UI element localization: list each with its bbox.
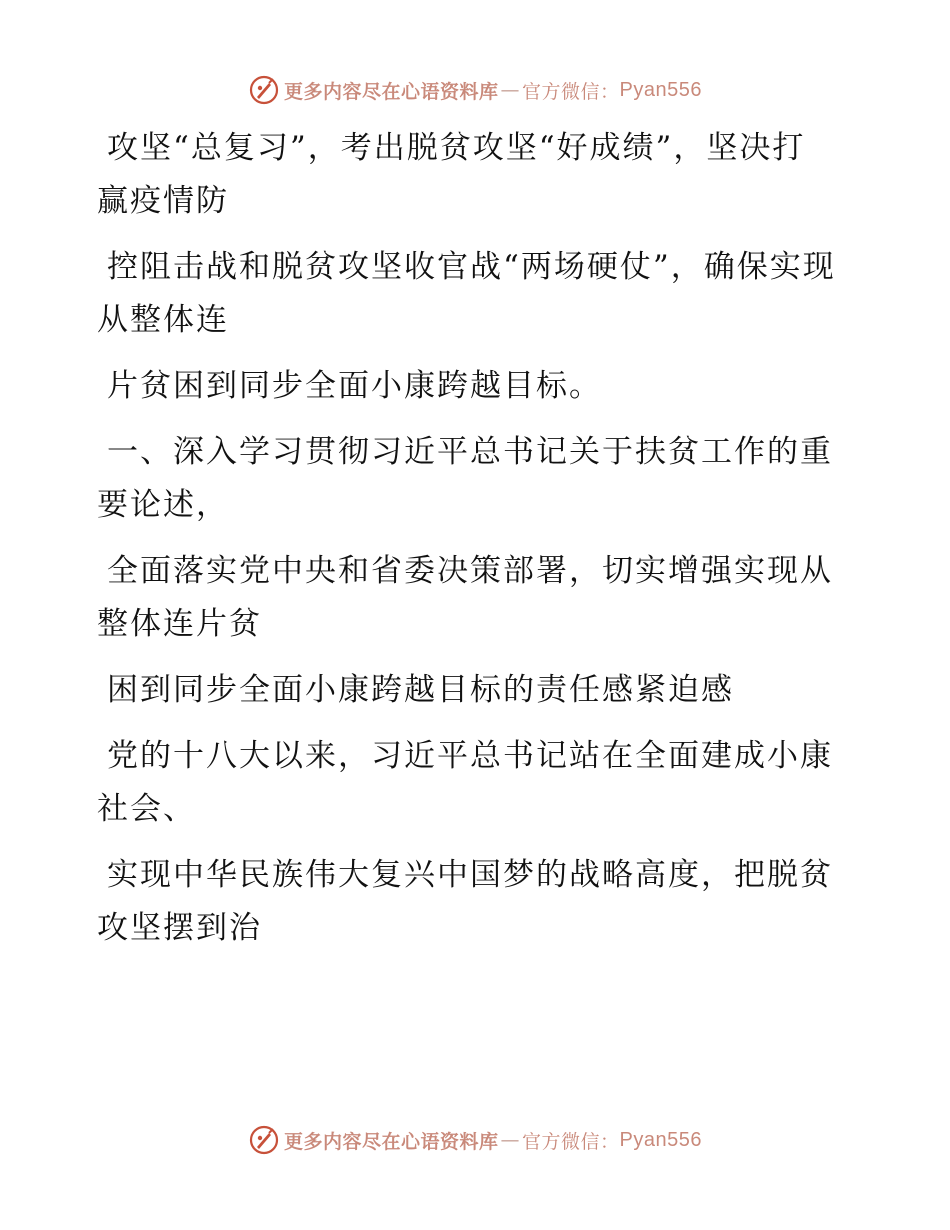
banner-wechat-id: Pyan556 xyxy=(619,78,702,101)
banner-wechat-label: 官方微信： xyxy=(522,80,620,103)
paragraph: 全面落实党中央和省委决策部署，切实增强实现从整体连片贫 xyxy=(97,553,833,642)
banner-main-text: 更多内容尽在心语资料库 xyxy=(284,80,499,103)
banner-main-text: 更多内容尽在心语资料库 xyxy=(284,1130,499,1153)
paragraph: 困到同步全面小康跨越目标的责任感紧迫感 xyxy=(107,672,734,708)
banner-dash: — xyxy=(500,1129,521,1151)
banner-wechat-id: Pyan556 xyxy=(619,1128,702,1151)
footer-watermark-banner xyxy=(0,1120,950,1160)
banner-text xyxy=(284,77,702,104)
document-body xyxy=(97,122,837,968)
banner-dash: — xyxy=(500,79,521,101)
banner-wechat-label: 官方微信： xyxy=(522,1130,620,1153)
paragraph: 攻坚“总复习”，考出脱贫攻坚“好成绩”，坚决打赢疫情防 xyxy=(97,130,806,219)
paragraph: 片贫困到同步全面小康跨越目标。 xyxy=(107,368,602,404)
paragraph: 实现中华民族伟大复兴中国梦的战略高度，把脱贫攻坚摆到治 xyxy=(97,857,833,946)
banner-text xyxy=(284,1127,702,1154)
paragraph: 党的十八大以来，习近平总书记站在全面建成小康社会、 xyxy=(97,738,833,827)
quill-seal-icon xyxy=(248,1124,280,1156)
paragraph: 控阻击战和脱贫攻坚收官战“两场硬仗”，确保实现从整体连 xyxy=(97,249,836,338)
header-watermark-banner xyxy=(0,70,950,110)
paragraph: 一、深入学习贯彻习近平总书记关于扶贫工作的重要论述， xyxy=(97,434,833,523)
quill-seal-icon xyxy=(248,74,280,106)
